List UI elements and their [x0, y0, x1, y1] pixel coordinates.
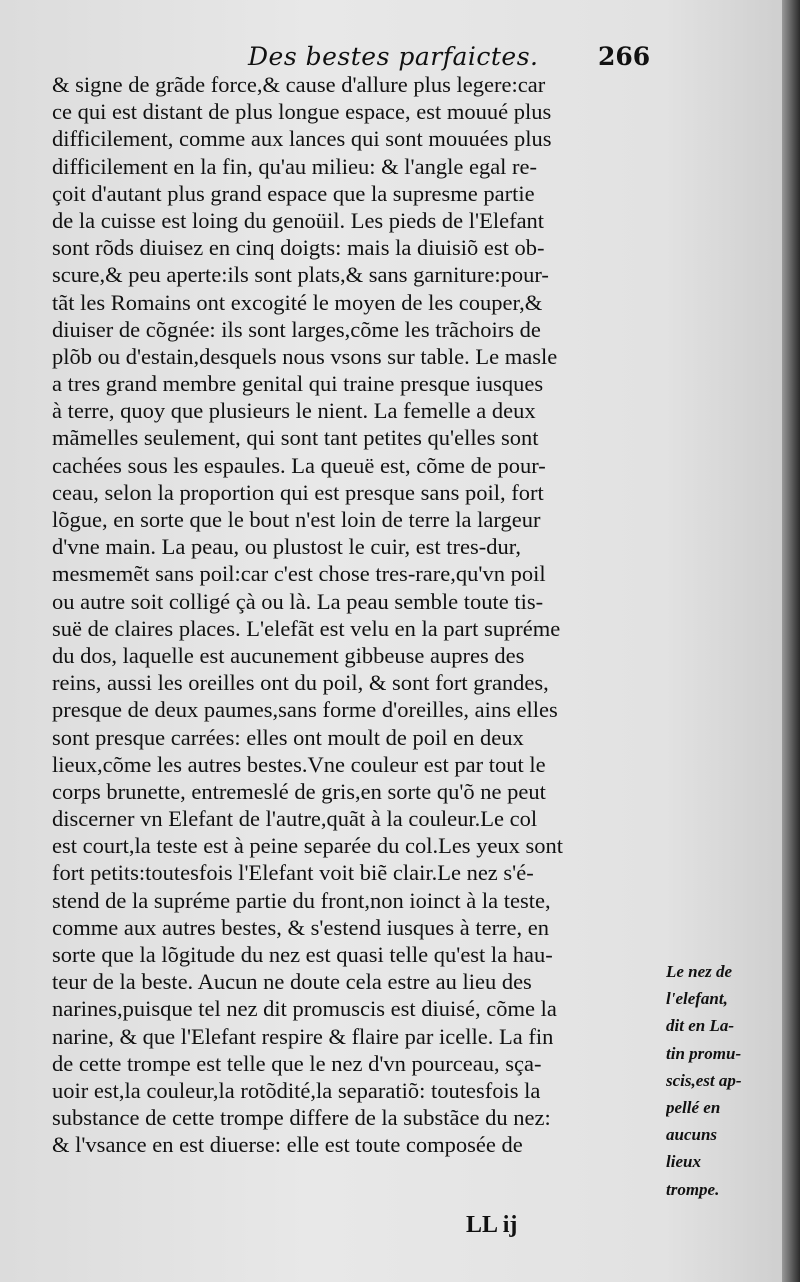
margin-note-line: lieux [666, 1152, 701, 1172]
text-line: suë de claires places. L'elefãt est velu en la part supréme [52, 615, 561, 641]
text-line: diuiser de cõgnée: ils sont larges,cõme les trãchoirs de [52, 316, 541, 342]
text-line: çoit d'autant plus grand espace que la supresme partie [52, 180, 535, 206]
text-line: substance de cette trompe differe de la substãce du nez: [52, 1105, 551, 1131]
margin-note-line: pellé en [666, 1097, 721, 1117]
text-line: presque de deux paumes,sans forme d'oreilles, ains elles [52, 697, 558, 723]
text-line: sont presque carrées: elles ont moult de poil en deux [52, 724, 524, 750]
margin-note-line: scis,est ap- [666, 1070, 742, 1090]
text-line: teur de la beste. Aucun ne doute cela estre au lieu des [52, 969, 532, 995]
text-line: sont rõds diuisez en cinq doigts: mais la diuisiõ est ob- [52, 235, 545, 261]
text-line: & signe de grãde force,& cause d'allure plus legere:car [52, 72, 546, 97]
text-line: sorte que la lõgitude du nez est quasi telle qu'est la hau- [52, 942, 553, 967]
text-line: a tres grand membre genital qui traine presque iusques [52, 371, 544, 397]
text-line: du dos, laquelle est aucunement gibbeuse aupres des [52, 642, 525, 668]
text-line: fort petits:toutesfois l'Elefant voit biẽ clair.Le nez s'é- [52, 860, 534, 886]
text-line: lõgue, en sorte que le bout n'est loin de terre la largeur [52, 507, 541, 532]
text-line: à terre, quoy que plusieurs le nient. La femelle a deux [52, 398, 536, 424]
margin-note-line: Le nez de [666, 962, 733, 981]
text-line: difficilement, comme aux lances qui sont mouuées plus [52, 126, 552, 152]
text-line: corps brunette, entremeslé de gris,en sorte qu'õ ne peut [52, 778, 546, 804]
page-edge [782, 0, 800, 1282]
body-text [52, 71, 658, 1159]
text-line: mesmemẽt sans poil:car c'est chose tres-rare,qu'vn poil [52, 561, 546, 587]
text-line: comme aux autres bestes, & s'estend iusques à terre, en [52, 914, 550, 940]
margin-note [666, 958, 782, 1203]
running-title: Des bestes parfaictes. [248, 42, 539, 71]
text-line: de la cuisse est loing du genoüil. Les pieds de l'Elefant [52, 207, 545, 233]
text-line: narine, & que l'Elefant respire & flaire par icelle. La fin [52, 1023, 554, 1049]
signature-mark: LL ij [466, 1212, 518, 1238]
text-line: de cette trompe est telle que le nez d'vn pourceau, sça- [52, 1050, 542, 1076]
margin-note-line: trompe. [666, 1179, 720, 1199]
text-line: lieux,cõme les autres bestes.Vne couleur est par tout le [52, 751, 546, 777]
text-line: tãt les Romains ont excogité le moyen de les couper,& [52, 289, 543, 315]
text-line: cachées sous les espaules. La queuë est, cõme de pour- [52, 452, 546, 478]
text-line: narines,puisque tel nez dit promuscis est diuisé, cõme la [52, 996, 557, 1022]
text-line: ou autre soit colligé çà ou là. La peau semble toute tis- [52, 588, 544, 614]
text-line: stend de la supréme partie du front,non ioinct à la teste, [52, 887, 551, 913]
text-line: ce qui est distant de plus longue espace, est mouué plus [52, 99, 552, 125]
text-line: plõb ou d'estain,desquels nous vsons sur table. Le masle [52, 343, 558, 369]
text-line: & l'vsance en est diuerse: elle est toute composée de [52, 1132, 523, 1158]
margin-note-line: aucuns [666, 1125, 718, 1145]
text-line: ceau, selon la proportion qui est presque sans poil, fort [52, 479, 544, 505]
margin-note-line: dit en La- [666, 1016, 734, 1036]
text-line: difficilement en la fin, qu'au milieu: & l'angle egal re- [52, 153, 538, 179]
text-line: discerner vn Elefant de l'autre,quãt à la couleur.Le col [52, 806, 538, 832]
text-line: uoir est,la couleur,la rotõdité,la separatiõ: toutesfois la [52, 1077, 541, 1103]
page-number: 266 [598, 42, 651, 71]
text-line: mãmelles seulement, qui sont tant petites qu'elles sont [52, 425, 539, 451]
text-line: scure,& peu aperte:ils sont plats,& sans garniture:pour- [52, 262, 549, 288]
text-line: reins, aussi les oreilles ont du poil, & sont fort grandes, [52, 670, 549, 696]
margin-note-line: tin promu- [666, 1043, 742, 1063]
text-line: d'vne main. La peau, ou plustost le cuir, est tres-dur, [52, 534, 522, 560]
margin-note-line: l'elefant, [666, 989, 728, 1009]
text-line: est court,la teste est à peine separée du col.Les yeux sont [52, 833, 564, 859]
